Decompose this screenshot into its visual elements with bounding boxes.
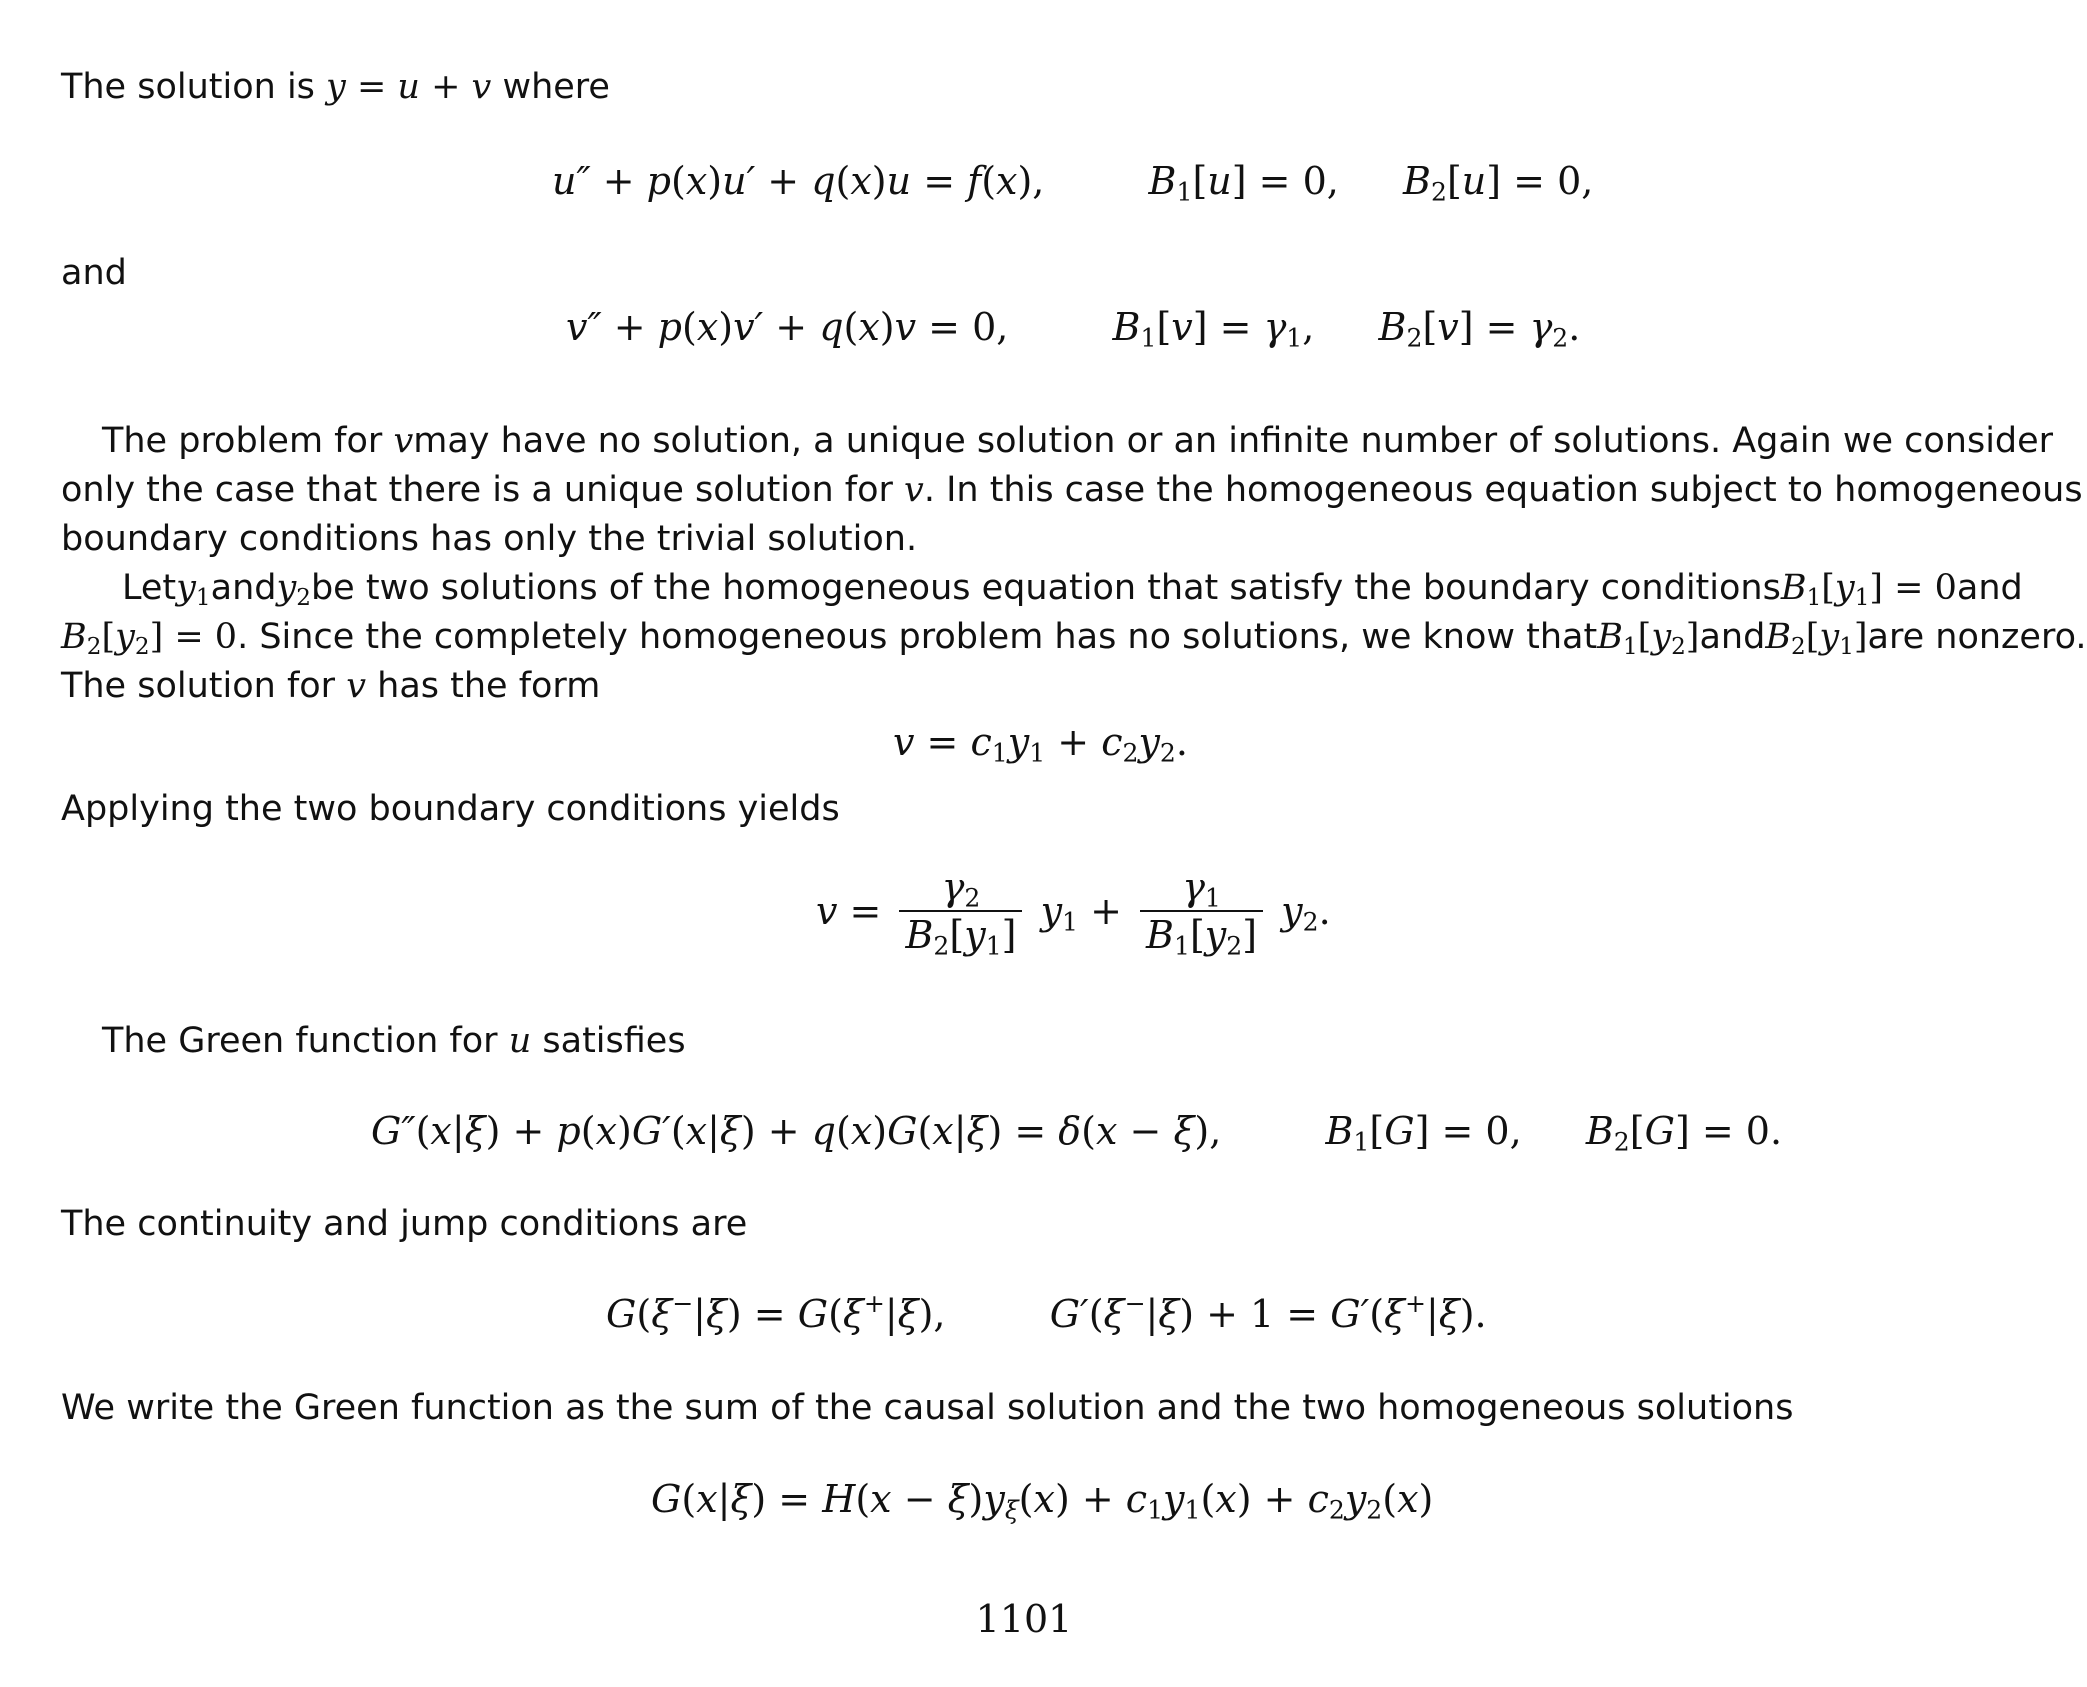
text-segment: . Since the completely homogeneous problem has no solutions, we know that <box>237 617 1598 657</box>
paragraph-write: We write the Green function as the sum of the causal solution and the two homogeneous solutions <box>61 1388 1794 1428</box>
paragraph-problem-line2: only the case that there is a unique solution for v . In this case the homogeneous equation subject to homogeneous <box>61 470 2083 510</box>
equation-v-solution: v = $\frac{\gamma_2}{B_2[y_1]}$ $y_1$ + $\frac{\gamma_1}{B_1[y_2]}$ $y_2$. <box>816 865 1331 961</box>
text-segment: may have no solution, a unique solution or an infinite number of solutions. Again we consider <box>413 421 2054 461</box>
intro-text-a: The solution is <box>61 67 315 107</box>
equation-green-decomposition: $G(x|\xi) = H(x - \xi)y_\xi(x) + c_1y_1(x) + c_2y_2(x)$ <box>651 1477 1434 1525</box>
fraction-gamma1: $\frac{\gamma_1}{B_1[y_2]}$ <box>1140 868 1263 954</box>
paragraph-continuity: The continuity and jump conditions are <box>61 1204 748 1244</box>
text-segment: Let <box>122 568 177 608</box>
text-segment: be two solutions of the homogeneous equation that satisfy the boundary conditions <box>310 568 1781 608</box>
text-segment: are nonzero. <box>1867 617 2087 657</box>
text-segment: The problem for <box>102 421 383 461</box>
text-segment: has the form <box>377 666 601 706</box>
text-segment: and <box>1699 617 1766 657</box>
text-segment: only the case that there is a unique solution for <box>61 470 893 510</box>
paragraph-let-line3: The solution for v has the form <box>61 666 601 706</box>
text-segment: satisfies <box>542 1021 686 1061</box>
equation-green-ode: G″(x|ξ) + p(x)G′(x|ξ) + q(x)G(x|ξ) = δ(x − ξ), $B_1[G] = 0$, $B_2[G] = 0$. <box>371 1109 1783 1157</box>
paragraph-problem-line1: The problem for v may have no solution, a unique solution or an infinite number of solutions. Again we consider <box>102 421 2054 461</box>
paragraph-problem-line3: boundary conditions has only the trivial solution. <box>61 519 918 559</box>
math-inline-y-eq-u-plus-v: y = u + v <box>326 67 492 107</box>
paragraph-intro <box>61 67 610 107</box>
text-segment: . In this case the homogeneous equation subject to homogeneous <box>923 470 2083 510</box>
text-segment: and <box>1956 568 2023 608</box>
text-segment: and <box>210 568 277 608</box>
paragraph-let-line1: Let $y_1$ and $y_2$ be two solutions of the homogeneous equation that satisfy the boundary conditions $B_1[y_1] = 0$ and <box>122 568 2023 611</box>
paragraph-let-line2: $B_2[y_2] = 0$ . Since the completely homogeneous problem has no solutions, we know that $B_1[y_2]$ and $B_2[y_1]$ are nonzero. <box>61 617 2087 660</box>
equation-continuity-jump: G(ξ−|ξ) = G(ξ+|ξ), G′(ξ−|ξ) + 1 = G′(ξ+|ξ). <box>606 1288 1487 1336</box>
text-segment: The Green function for <box>102 1021 498 1061</box>
text-segment: The solution for <box>61 666 336 706</box>
word-and: and <box>61 253 127 293</box>
fraction-gamma2: $\frac{\gamma_2}{B_2[y_1]}$ <box>899 868 1022 954</box>
paragraph-applying: Applying the two boundary conditions yields <box>61 789 840 829</box>
page-number: 1101 <box>975 1597 1073 1641</box>
equation-v-problem: v″ + p(x)v′ + q(x)v = 0, $B_1[v] = \gamma_1$, $B_2[v] = \gamma_2$. <box>566 305 1581 353</box>
equation-u-problem: u″ + p(x)u′ + q(x)u = f(x), $B_1[u] = 0$, $B_2[u] = 0$, <box>552 159 1594 207</box>
paragraph-green: The Green function for u satisfies <box>102 1021 686 1061</box>
equation-v-form: $v = c_1y_1 + c_2y_2$. <box>893 720 1188 768</box>
intro-text-b: where <box>502 67 610 107</box>
